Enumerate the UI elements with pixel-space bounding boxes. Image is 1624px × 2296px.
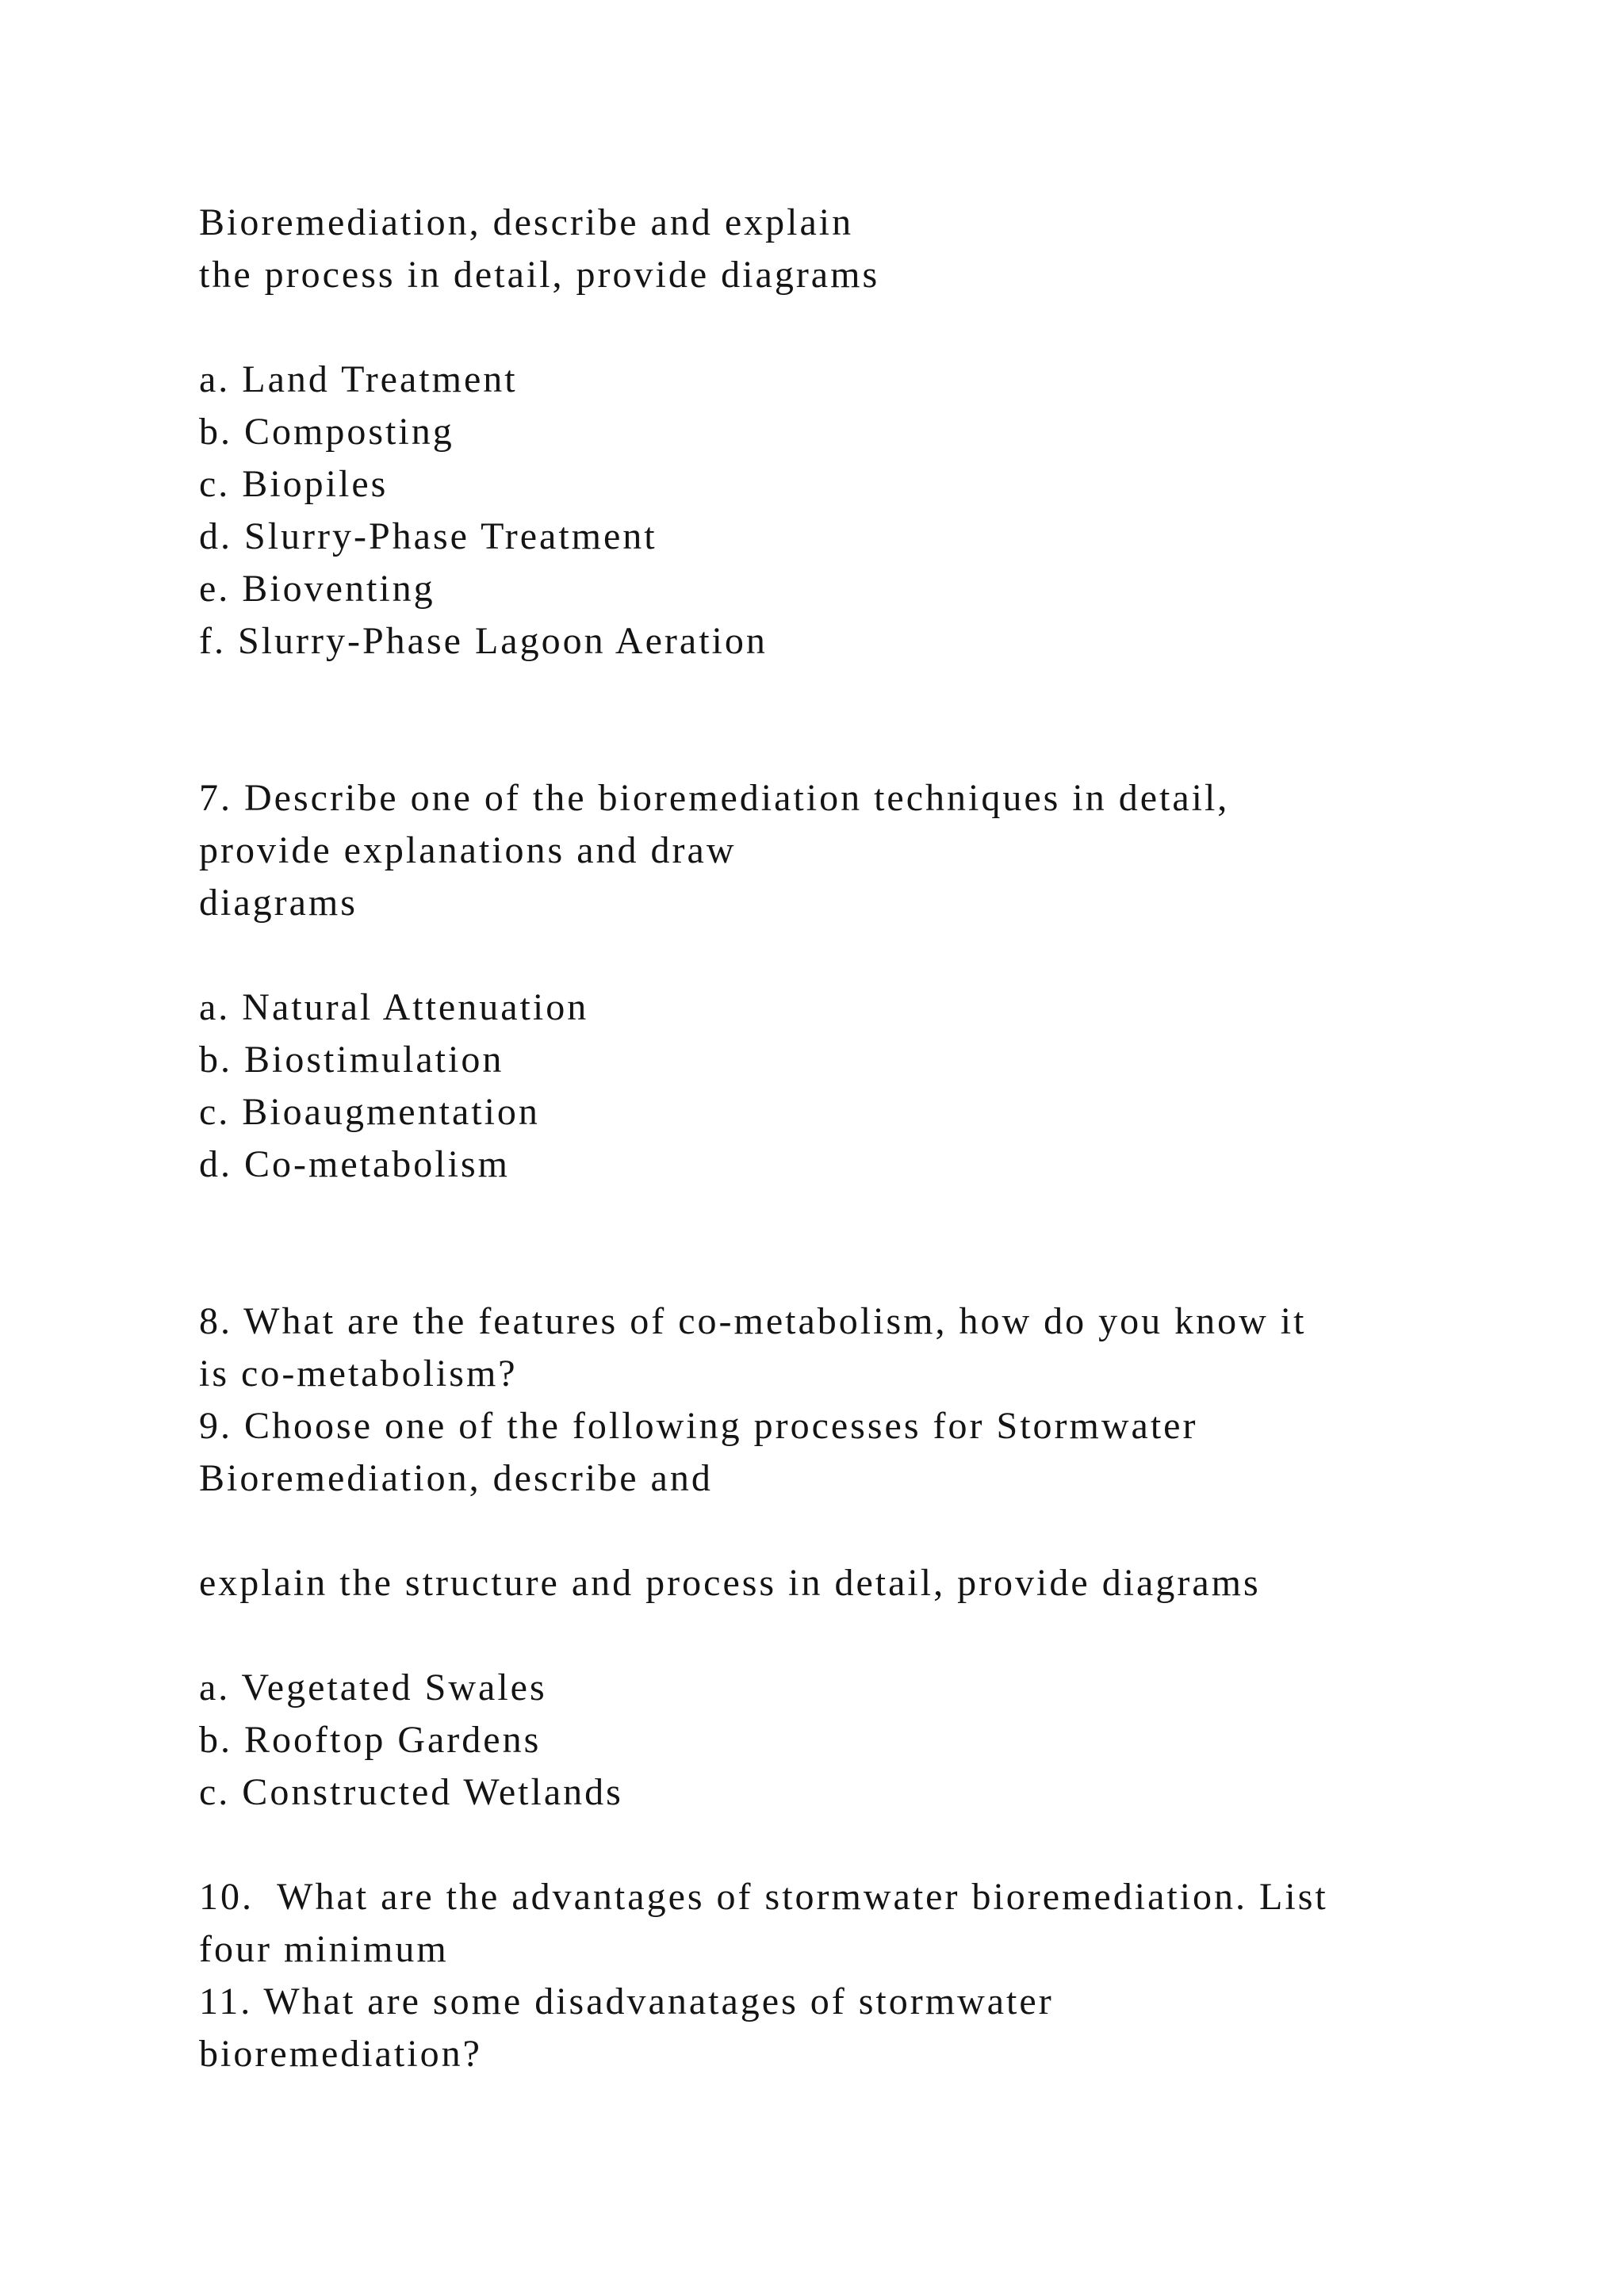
option-list: [199, 1662, 1547, 1819]
option-item: c. Bioaugmentation: [199, 1091, 540, 1133]
option-item: c. Constructed Wetlands: [199, 1771, 623, 1813]
option-item: a. Vegetated Swales: [199, 1667, 547, 1709]
blank-line: [199, 720, 1547, 772]
question-prompt-line: diagrams: [199, 882, 358, 924]
option-list: [199, 354, 1547, 668]
question-prompt-line: four minimum: [199, 1928, 449, 1970]
blank-line: [199, 1609, 1547, 1662]
option-item: f. Slurry-Phase Lagoon Aeration: [199, 620, 768, 662]
question-block-first: [199, 197, 1547, 668]
question-prompt-line: bioremediation?: [199, 2033, 482, 2075]
option-item: b. Composting: [199, 411, 454, 453]
option-item: b. Biostimulation: [199, 1039, 504, 1081]
question-block-10: [199, 1871, 1547, 1976]
option-item: a. Land Treatment: [199, 358, 518, 400]
document-page: [199, 197, 1547, 2080]
blank-line: [199, 668, 1547, 720]
question-block-7: [199, 772, 1547, 1191]
question-prompt-line: provide explanations and draw: [199, 829, 737, 871]
option-list: [199, 982, 1547, 1191]
question-prompt-line: 9. Choose one of the following processes for Stormwater: [199, 1405, 1198, 1447]
question-prompt-line: 7. Describe one of the bioremediation techniques in detail,: [199, 777, 1230, 819]
option-item: b. Rooftop Gardens: [199, 1719, 542, 1761]
question-block-11: [199, 1976, 1547, 2080]
question-prompt-line: 11. What are some disadvanatages of stormwater: [199, 1980, 1054, 2022]
blank-line: [199, 929, 1547, 982]
question-prompt-line: the process in detail, provide diagrams: [199, 254, 880, 296]
option-item: e. Bioventing: [199, 568, 435, 610]
question-prompt-line: Bioremediation, describe and: [199, 1457, 713, 1499]
blank-line: [199, 1505, 1547, 1557]
option-item: c. Biopiles: [199, 463, 389, 505]
blank-line: [199, 1191, 1547, 1243]
blank-line: [199, 1243, 1547, 1295]
question-prompt-line: is co-metabolism?: [199, 1353, 518, 1395]
question-prompt-line: explain the structure and process in detail, provide diagrams: [199, 1562, 1261, 1604]
blank-line: [199, 1819, 1547, 1871]
question-prompt-line: 8. What are the features of co-metabolism, how do you know it: [199, 1300, 1307, 1342]
option-item: d. Co-metabolism: [199, 1143, 510, 1185]
question-prompt-line: Bioremediation, describe and explain: [199, 201, 854, 243]
question-prompt-line: 10. What are the advantages of stormwater bioremediation. List: [199, 1876, 1328, 1918]
option-item: d. Slurry-Phase Treatment: [199, 515, 657, 557]
blank-line: [199, 301, 1547, 354]
option-item: a. Natural Attenuation: [199, 986, 589, 1028]
question-block-9: [199, 1400, 1547, 1819]
question-block-8: [199, 1295, 1547, 1400]
